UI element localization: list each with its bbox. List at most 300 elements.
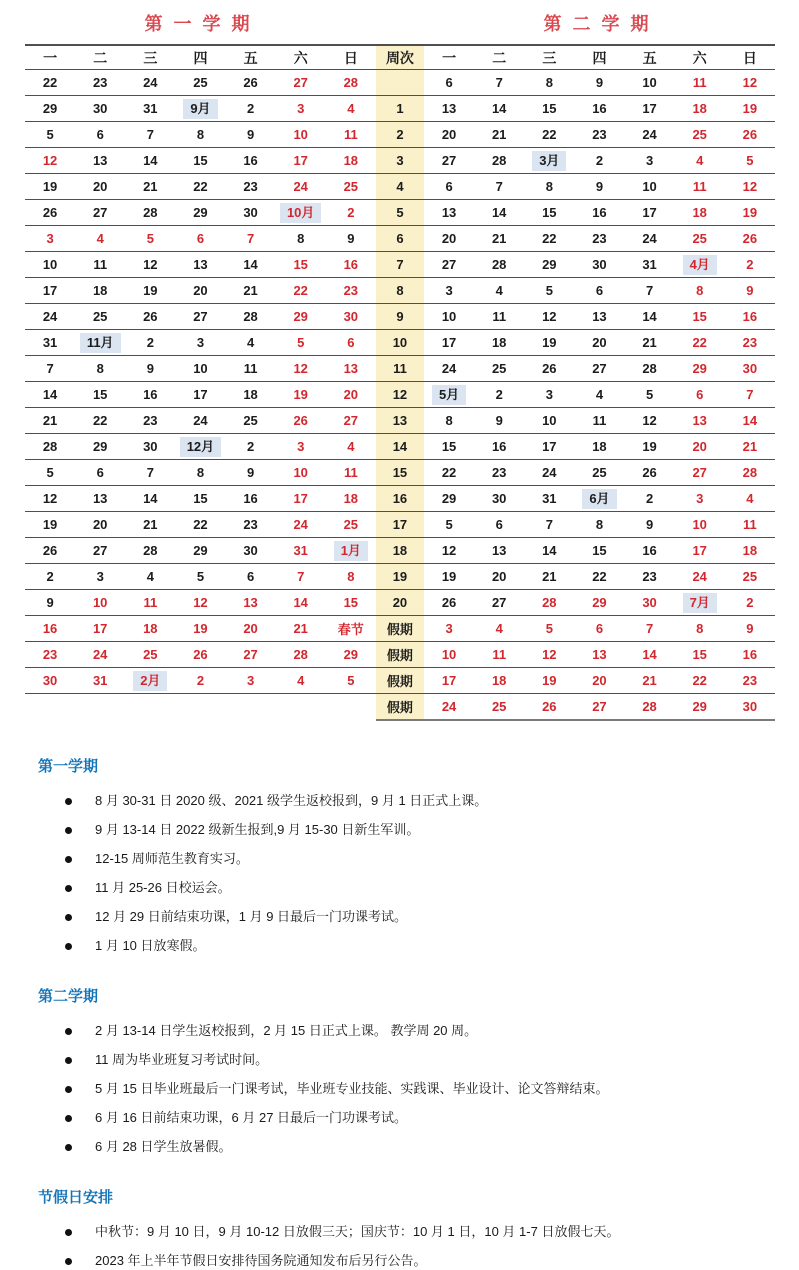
calendar-cell xyxy=(524,408,574,434)
calendar-cell xyxy=(675,330,725,356)
calendar-cell xyxy=(25,434,75,460)
date-label: 20 xyxy=(92,517,108,532)
calendar-cell xyxy=(524,616,574,642)
date-label: 3 xyxy=(246,673,255,688)
date-label: 9 xyxy=(46,595,54,610)
calendar-cell xyxy=(175,512,225,538)
date-label: 23 xyxy=(343,283,359,298)
calendar-cell xyxy=(326,694,376,721)
date-label: 5 xyxy=(746,153,754,168)
calendar-cell xyxy=(474,252,524,278)
calendar-cell xyxy=(75,200,125,226)
calendar-cell xyxy=(326,252,376,278)
calendar-cell xyxy=(75,226,125,252)
note-item xyxy=(65,850,775,868)
date-label: 4 xyxy=(297,673,305,688)
calendar-cell xyxy=(326,330,376,356)
week-number-cell: 18 xyxy=(376,538,424,564)
date-label: 27 xyxy=(343,413,359,428)
date-label: 5 xyxy=(545,621,553,636)
date-label: 26 xyxy=(193,647,208,662)
calendar-row xyxy=(25,96,775,122)
date-label: 18 xyxy=(491,335,507,350)
date-label: 5 xyxy=(347,673,355,688)
calendar-cell xyxy=(75,96,125,122)
date-label: 18 xyxy=(692,101,707,116)
calendar-cell xyxy=(226,564,276,590)
calendar-cell xyxy=(725,564,775,590)
week-number-cell: 4 xyxy=(376,174,424,200)
calendar-cell xyxy=(75,694,125,721)
date-label: 31 xyxy=(92,673,108,688)
calendar-cell xyxy=(125,564,175,590)
calendar-cell xyxy=(625,96,675,122)
calendar-cell xyxy=(25,538,75,564)
calendar-cell xyxy=(574,304,624,330)
calendar-cell xyxy=(226,356,276,382)
calendar-cell xyxy=(226,382,276,408)
calendar-cell xyxy=(725,460,775,486)
date-label: 8 xyxy=(445,413,453,428)
date-label: 16 xyxy=(742,309,758,324)
date-label: 28 xyxy=(243,309,258,324)
calendar-cell xyxy=(675,642,725,668)
calendar-cell xyxy=(175,486,225,512)
date-label: 17 xyxy=(42,283,58,298)
calendar-cell xyxy=(675,252,725,278)
calendar-cell xyxy=(474,564,524,590)
bullet-icon xyxy=(65,1115,72,1122)
calendar-cell xyxy=(524,538,574,564)
calendar-cell xyxy=(276,122,326,148)
note-text: 9 月 13-14 日 2022 级新生报到,9 月 15-30 日新生军训。 xyxy=(95,822,420,837)
calendar-cell xyxy=(524,512,574,538)
date-label: 11 xyxy=(243,361,258,376)
week-number-cell: 3 xyxy=(376,148,424,174)
date-label: 27 xyxy=(293,75,308,90)
date-label: 6 xyxy=(595,621,604,636)
date-label: 20 xyxy=(343,387,359,402)
calendar-cell xyxy=(276,148,326,174)
calendar-cell xyxy=(175,590,225,616)
note-text: 中秋节：9 月 10 日，9 月 10-12 日放假三天；国庆节：10 月 1 日，10 月 1-7 日放假七天。 xyxy=(95,1224,620,1239)
calendar-cell xyxy=(276,200,326,226)
date-label: 14 xyxy=(742,413,758,428)
calendar-cell xyxy=(75,174,125,200)
date-label: 15 xyxy=(542,101,557,116)
date-label: 2 xyxy=(196,673,205,688)
date-label: 11 xyxy=(592,413,607,428)
month-label: 12月 xyxy=(180,437,221,457)
day-header-left-7: 日 xyxy=(326,45,376,70)
calendar-cell xyxy=(125,356,175,382)
date-label: 29 xyxy=(692,361,707,376)
date-label: 10 xyxy=(42,257,58,272)
date-label: 5 xyxy=(445,517,453,532)
calendar-cell xyxy=(424,148,474,174)
calendar-cell xyxy=(675,616,725,642)
calendar-cell xyxy=(625,642,675,668)
date-label: 21 xyxy=(642,335,657,350)
calendar-row xyxy=(25,408,775,434)
date-label: 13 xyxy=(491,543,507,558)
note-item xyxy=(65,1138,775,1156)
note-item xyxy=(65,1223,775,1241)
date-label: 6 xyxy=(445,179,453,194)
note-item xyxy=(65,1109,775,1127)
date-label: 22 xyxy=(692,335,707,350)
date-label: 29 xyxy=(92,439,108,454)
calendar-cell xyxy=(675,460,725,486)
date-label: 3 xyxy=(196,335,205,350)
date-label: 18 xyxy=(692,205,707,220)
date-label: 2 xyxy=(495,387,503,402)
calendar-cell xyxy=(424,408,474,434)
calendar-cell xyxy=(326,642,376,668)
date-label: 6 xyxy=(96,127,104,142)
calendar-row xyxy=(25,590,775,616)
calendar-cell xyxy=(675,122,725,148)
calendar-cell xyxy=(524,356,574,382)
calendar-cell xyxy=(25,408,75,434)
calendar-row xyxy=(25,330,775,356)
calendar-cell xyxy=(524,564,574,590)
note-text: 2 月 13-14 日学生返校报到，2 月 15 日正式上课。 教学周 20 周。 xyxy=(95,1023,478,1038)
calendar-row xyxy=(25,148,775,174)
date-label: 31 xyxy=(42,335,58,350)
date-label: 23 xyxy=(742,335,758,350)
date-label: 25 xyxy=(343,179,359,194)
date-label: 6 xyxy=(445,75,453,90)
calendar-cell xyxy=(725,304,775,330)
calendar-cell xyxy=(226,642,276,668)
calendar-cell xyxy=(675,70,725,96)
calendar-cell xyxy=(725,70,775,96)
calendar-cell xyxy=(276,330,326,356)
calendar-cell xyxy=(276,434,326,460)
date-label: 21 xyxy=(542,569,557,584)
date-label: 21 xyxy=(143,179,158,194)
date-label: 28 xyxy=(491,257,507,272)
calendar-cell xyxy=(675,382,725,408)
note-item xyxy=(65,792,775,810)
calendar-cell xyxy=(226,70,276,96)
date-label: 6 xyxy=(96,465,104,480)
date-label: 27 xyxy=(441,257,457,272)
calendar-row xyxy=(25,122,775,148)
calendar-cell xyxy=(675,564,725,590)
calendar-cell xyxy=(625,512,675,538)
calendar-cell xyxy=(524,460,574,486)
date-label: 12 xyxy=(542,647,557,662)
section-title: 节假日安排 xyxy=(38,1189,114,1206)
date-label: 12 xyxy=(293,361,308,376)
date-label: 9 xyxy=(347,231,355,246)
calendar-cell xyxy=(424,382,474,408)
calendar-cell xyxy=(424,642,474,668)
calendar-cell xyxy=(625,356,675,382)
calendar-cell xyxy=(424,304,474,330)
date-label: 20 xyxy=(592,673,607,688)
bullet-icon xyxy=(65,885,72,892)
calendar-cell xyxy=(25,460,75,486)
calendar-cell xyxy=(226,330,276,356)
calendar-cell xyxy=(25,694,75,721)
calendar-cell xyxy=(25,304,75,330)
date-label: 12 xyxy=(742,179,758,194)
date-label: 25 xyxy=(243,413,258,428)
calendar-cell xyxy=(276,460,326,486)
bullet-icon xyxy=(65,798,72,805)
calendar-cell xyxy=(125,538,175,564)
date-label: 5 xyxy=(297,335,305,350)
date-label: 24 xyxy=(293,517,308,532)
date-label: 7 xyxy=(746,387,754,402)
date-label: 7 xyxy=(645,621,654,636)
date-label: 7 xyxy=(495,75,503,90)
week-number-cell: 5 xyxy=(376,200,424,226)
calendar-cell xyxy=(574,460,624,486)
date-label: 14 xyxy=(491,101,507,116)
calendar-cell xyxy=(175,304,225,330)
calendar-cell xyxy=(574,330,624,356)
date-label: 4 xyxy=(347,101,355,116)
calendar-cell xyxy=(474,668,524,694)
calendar-cell xyxy=(524,304,574,330)
calendar-cell xyxy=(175,642,225,668)
note-text: 6 月 16 日前结束功课，6 月 27 日最后一门功课考试。 xyxy=(95,1110,408,1125)
date-label: 12 xyxy=(441,543,457,558)
day-header-right-4: 四 xyxy=(574,45,624,70)
week-number-cell: 19 xyxy=(376,564,424,590)
calendar-cell xyxy=(75,512,125,538)
calendar-cell xyxy=(226,174,276,200)
calendar-cell xyxy=(276,408,326,434)
calendar-cell xyxy=(226,538,276,564)
day-header-left-6: 六 xyxy=(276,45,326,70)
date-label: 31 xyxy=(542,491,557,506)
date-label: 30 xyxy=(742,361,758,376)
calendar-cell xyxy=(675,538,725,564)
date-label: 30 xyxy=(592,257,607,272)
calendar-cell xyxy=(424,122,474,148)
calendar-cell xyxy=(326,668,376,694)
calendar-cell xyxy=(625,174,675,200)
date-label: 15 xyxy=(193,491,208,506)
date-label: 17 xyxy=(193,387,208,402)
calendar-cell xyxy=(574,200,624,226)
calendar-cell xyxy=(474,330,524,356)
calendar-cell xyxy=(625,434,675,460)
holiday-week-cell: 假期 xyxy=(376,668,424,694)
date-label: 17 xyxy=(692,543,707,558)
date-label: 30 xyxy=(143,439,158,454)
calendar-cell xyxy=(524,382,574,408)
calendar-cell xyxy=(25,590,75,616)
date-label: 15 xyxy=(692,647,707,662)
calendar-cell xyxy=(625,226,675,252)
calendar-cell xyxy=(725,174,775,200)
date-label: 4 xyxy=(246,335,255,350)
date-label: 5 xyxy=(46,127,54,142)
calendar-cell xyxy=(524,226,574,252)
calendar-cell xyxy=(125,694,175,721)
date-label: 3 xyxy=(696,491,704,506)
calendar-cell xyxy=(574,148,624,174)
calendar-cell xyxy=(675,434,725,460)
calendar-cell xyxy=(226,226,276,252)
day-header-left-3: 三 xyxy=(125,45,175,70)
date-label: 11 xyxy=(492,647,507,662)
note-text: 12 月 29 日前结束功课，1 月 9 日最后一门功课考试。 xyxy=(95,909,408,924)
calendar-cell xyxy=(474,122,524,148)
calendar-cell xyxy=(276,356,326,382)
date-label: 6 xyxy=(495,517,503,532)
date-label: 22 xyxy=(542,231,557,246)
date-label: 14 xyxy=(143,153,158,168)
date-label: 24 xyxy=(143,75,158,90)
date-label: 14 xyxy=(143,491,158,506)
calendar-cell xyxy=(675,226,725,252)
date-label: 16 xyxy=(491,439,507,454)
calendar-cell xyxy=(574,408,624,434)
date-label: 28 xyxy=(293,647,308,662)
calendar-cell xyxy=(474,226,524,252)
date-label: 16 xyxy=(143,387,158,402)
calendar-cell xyxy=(625,304,675,330)
date-label: 30 xyxy=(642,595,657,610)
calendar-cell xyxy=(125,148,175,174)
date-label: 4 xyxy=(595,387,604,402)
calendar-cell xyxy=(75,70,125,96)
date-label: 10 xyxy=(441,309,457,324)
calendar-cell xyxy=(226,486,276,512)
calendar-cell xyxy=(226,252,276,278)
calendar-cell xyxy=(276,252,326,278)
calendar-cell xyxy=(226,668,276,694)
day-header-right-5: 五 xyxy=(625,45,675,70)
day-header-left-4: 四 xyxy=(175,45,225,70)
date-label: 19 xyxy=(42,517,58,532)
date-label: 13 xyxy=(592,647,607,662)
calendar-cell xyxy=(226,148,276,174)
date-label: 19 xyxy=(542,335,557,350)
date-label: 30 xyxy=(42,673,58,688)
note-item xyxy=(65,1051,775,1069)
month-label: 5月 xyxy=(432,385,466,405)
date-label: 11 xyxy=(143,595,158,610)
date-label: 8 xyxy=(347,569,355,584)
calendar-cell xyxy=(474,278,524,304)
calendar-cell xyxy=(574,226,624,252)
date-label: 14 xyxy=(542,543,557,558)
calendar-cell xyxy=(675,694,725,721)
date-label: 27 xyxy=(92,205,108,220)
date-label: 16 xyxy=(642,543,657,558)
calendar-row xyxy=(25,356,775,382)
date-label: 16 xyxy=(42,621,58,636)
date-label: 19 xyxy=(42,179,58,194)
calendar-cell xyxy=(226,694,276,721)
calendar-cell xyxy=(75,408,125,434)
holiday-week-cell: 假期 xyxy=(376,616,424,642)
calendar-cell xyxy=(175,96,225,122)
calendar-cell xyxy=(675,148,725,174)
calendar-cell xyxy=(276,304,326,330)
date-label: 9 xyxy=(146,361,154,376)
date-label: 27 xyxy=(193,309,208,324)
calendar-cell xyxy=(125,200,175,226)
date-label: 21 xyxy=(491,127,507,142)
week-number-cell xyxy=(376,70,424,96)
day-header-left-5: 五 xyxy=(226,45,276,70)
calendar-row xyxy=(25,694,775,721)
calendar-cell xyxy=(625,590,675,616)
date-label: 22 xyxy=(193,517,208,532)
note-text: 11 月 25-26 日校运会。 xyxy=(95,880,231,895)
calendar-cell xyxy=(25,200,75,226)
date-label: 24 xyxy=(441,361,457,376)
calendar-cell xyxy=(524,252,574,278)
date-label: 15 xyxy=(692,309,707,324)
calendar-cell xyxy=(326,564,376,590)
date-label: 5 xyxy=(146,231,154,246)
date-label: 28 xyxy=(42,439,58,454)
calendar-cell xyxy=(675,356,725,382)
calendar-cell xyxy=(326,486,376,512)
calendar-cell xyxy=(474,304,524,330)
date-label: 8 xyxy=(297,231,305,246)
calendar-cell xyxy=(75,356,125,382)
date-label: 21 xyxy=(143,517,158,532)
date-label: 6 xyxy=(196,231,205,246)
week-number-cell: 15 xyxy=(376,460,424,486)
date-label: 19 xyxy=(742,101,758,116)
date-label: 7 xyxy=(146,465,154,480)
bullet-icon xyxy=(65,1028,72,1035)
date-label: 5 xyxy=(545,283,553,298)
month-label: 10月 xyxy=(280,203,321,223)
calendar-cell xyxy=(25,668,75,694)
week-number-cell: 6 xyxy=(376,226,424,252)
month-label: 9月 xyxy=(183,99,217,119)
calendar-cell xyxy=(725,694,775,721)
calendar-cell xyxy=(125,512,175,538)
calendar-cell xyxy=(326,434,376,460)
calendar-cell xyxy=(226,122,276,148)
calendar-cell xyxy=(474,200,524,226)
date-label: 28 xyxy=(642,361,657,376)
note-item xyxy=(65,879,775,897)
day-header-left-1: 一 xyxy=(25,45,75,70)
calendar-cell xyxy=(424,564,474,590)
month-label: 11月 xyxy=(80,333,121,353)
date-label: 27 xyxy=(692,465,707,480)
calendar-cell xyxy=(226,434,276,460)
calendar-table xyxy=(25,44,775,721)
calendar-cell xyxy=(474,694,524,721)
calendar-cell xyxy=(574,564,624,590)
calendar-cell xyxy=(474,70,524,96)
date-label: 27 xyxy=(441,153,457,168)
calendar-cell xyxy=(226,590,276,616)
date-label: 10 xyxy=(642,179,657,194)
semester1-title: 第 一 学 期 xyxy=(144,14,253,34)
calendar-cell xyxy=(574,252,624,278)
calendar-cell xyxy=(524,668,574,694)
calendar-cell xyxy=(725,330,775,356)
holiday-week-cell: 假期 xyxy=(376,642,424,668)
